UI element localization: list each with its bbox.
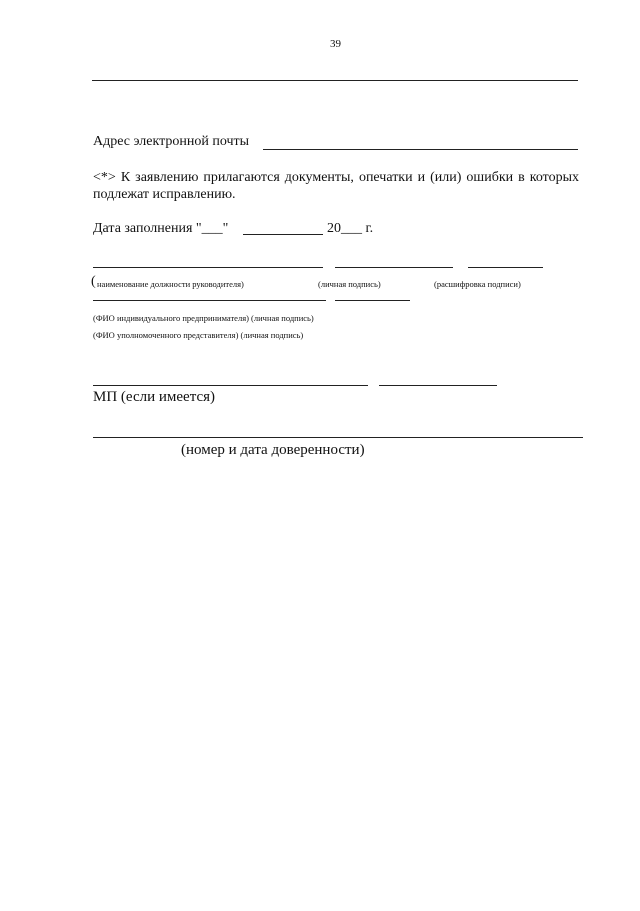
signature-line-2[interactable]: [335, 300, 410, 301]
decryption-line[interactable]: [468, 267, 543, 268]
entrepreneur-caption: (ФИО индивидуального предпринимателя) (личная подпись): [93, 313, 314, 323]
decryption-caption: (расшифровка подписи): [434, 279, 521, 289]
stamp-line-1[interactable]: [93, 385, 368, 386]
attachment-note: [93, 169, 579, 203]
open-paren: (: [91, 274, 96, 289]
manager-position-caption: наименование должности руководителя): [97, 279, 244, 289]
email-label: Адрес электронной почты: [93, 134, 250, 149]
email-field-line[interactable]: [263, 149, 578, 150]
power-of-attorney-line[interactable]: [93, 437, 583, 438]
note-marker: <*>: [93, 170, 116, 185]
date-month-line[interactable]: [243, 234, 323, 235]
page-number: 39: [330, 38, 341, 50]
top-rule: [92, 80, 578, 81]
power-of-attorney-label: (номер и дата доверенности): [181, 442, 365, 458]
personal-signature-caption: (личная подпись): [318, 279, 381, 289]
position-line[interactable]: [93, 267, 323, 268]
representative-caption: (ФИО уполномоченного представителя) (личная подпись): [93, 330, 304, 340]
entrepreneur-line[interactable]: [93, 300, 326, 301]
stamp-line-2[interactable]: [379, 385, 497, 386]
signature-line-1[interactable]: [335, 267, 453, 268]
date-label: Дата заполнения "___": [93, 221, 229, 236]
note-text: К заявлению прилагаются документы, опечатки и (или) ошибки в которых подлежат исправлению.: [93, 170, 580, 202]
date-year: 20___ г.: [327, 221, 374, 236]
stamp-label: МП (если имеется): [93, 389, 215, 405]
